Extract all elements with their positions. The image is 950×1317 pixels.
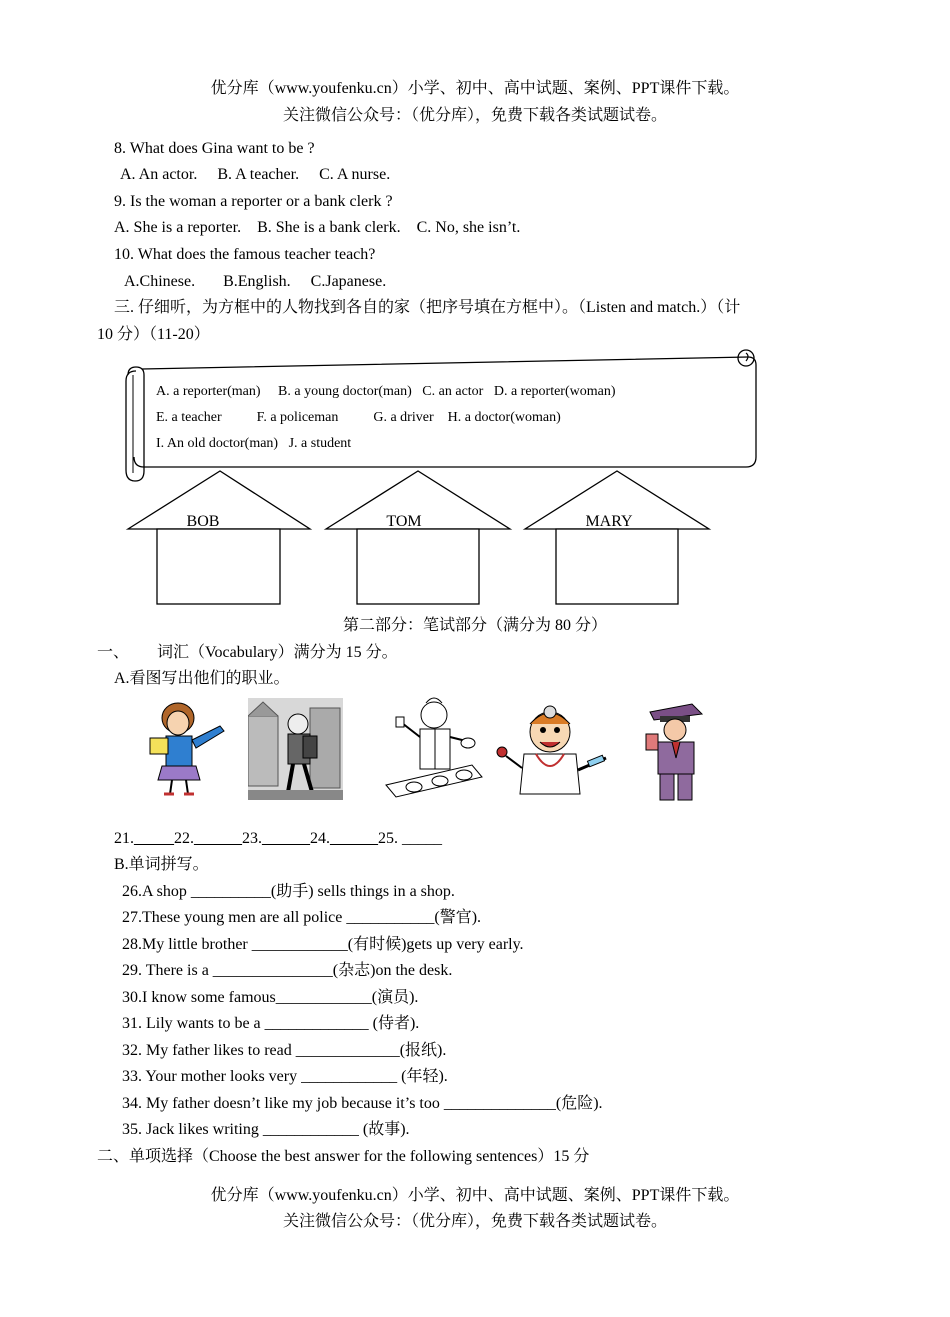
spelling-item-35: 35. Jack likes writing ____________ (故事). (122, 1121, 410, 1138)
question-10-options: A.Chinese. B.English. C.Japanese. (124, 273, 387, 290)
blank-21-label: 21. (114, 830, 134, 847)
section-3-title-cont: 10 分）（11-20） (97, 326, 210, 343)
spelling-item-33: 33. Your mother looks very ____________ (年轻). (122, 1068, 448, 1085)
spelling-item-27: 27.These young men are all police ___________(警官). (122, 909, 482, 926)
house-mary (525, 471, 709, 604)
header-line-2: 关注微信公众号：（优分库），免费下载各类试题试卷。 (282, 107, 667, 124)
spelling-item-26: 26.A shop __________(助手) sells things in a shop. (122, 883, 455, 900)
scroll-line-3: I. An old doctor(man) J. a student (156, 436, 352, 451)
spelling-item-29: 29. There is a _______________(杂志)on the desk. (122, 962, 453, 979)
blank-24-label: 24. (310, 830, 330, 847)
spelling-item-34: 34. My father doesn’t like my job because it’s too ______________(危险). (122, 1095, 603, 1112)
question-10: 10. What does the famous teacher teach? (114, 246, 376, 263)
spelling-item-28: 28.My little brother ____________(有时候)gets up very early. (122, 936, 524, 953)
picture-answer-blanks[interactable] (114, 829, 442, 849)
header-line-1: 优分库（www.youfenku.cn）小学、初中、高中试题、案例、PPT课件下载。 (210, 80, 740, 97)
spelling-item-30: 30.I know some famous____________(演员). (122, 989, 419, 1006)
blank-22[interactable]: ______ (194, 830, 242, 847)
house-label-mary: MARY (585, 513, 633, 530)
blank-22-label: 22. (174, 830, 194, 847)
question-9: 9. Is the woman a reporter or a bank clerk ? (114, 193, 393, 210)
policeman-image (640, 698, 712, 802)
part-2-title: 第二部分：笔试部分（满分为 80 分） (342, 617, 607, 634)
spelling-title: B.单词拼写。 (114, 856, 209, 873)
houses-drawing (120, 468, 720, 608)
footer-line-2: 关注微信公众号：（优分库），免费下载各类试题试卷。 (282, 1213, 667, 1230)
teacher-image (140, 698, 235, 800)
scroll-line-1: A. a reporter(man) B. a young doctor(man) C. an actor D. a reporter(woman) (156, 384, 616, 399)
vocab-a-title: A.看图写出他们的职业。 (114, 670, 290, 687)
footer-line-1: 优分库（www.youfenku.cn）小学、初中、高中试题、案例、PPT课件下载。 (210, 1187, 740, 1204)
multiple-choice-title: 二、单项选择（Choose the best answer for the following sentences）15 分 (97, 1148, 590, 1165)
section-3-title: 三. 仔细听，为方框中的人物找到各自的家（把序号填在方框中）。（Listen and match.）（计 (114, 299, 741, 316)
house-label-bob: BOB (186, 513, 220, 530)
house-label-tom: TOM (386, 513, 422, 530)
question-9-options: A. She is a reporter. B. She is a bank clerk. C. No, she isn’t. (114, 219, 521, 236)
spelling-item-31: 31. Lily wants to be a _____________ (侍者). (122, 1015, 420, 1032)
question-8-options: A. An actor. B. A teacher. C. A nurse. (120, 166, 391, 183)
blank-23[interactable]: ______ (262, 830, 310, 847)
house-bob (128, 471, 310, 604)
student-image (248, 698, 343, 800)
spelling-item-32: 32. My father likes to read _____________(报纸). (122, 1042, 447, 1059)
blank-21[interactable]: _____ (134, 830, 174, 847)
blank-23-label: 23. (242, 830, 262, 847)
blank-24[interactable]: ______ (330, 830, 378, 847)
vocab-title: 一、 词汇（Vocabulary）满分为 15 分。 (97, 644, 398, 661)
question-8: 8. What does Gina want to be ? (114, 140, 315, 157)
scroll-line-2: E. a teacher F. a policeman G. a driver H. a doctor(woman) (156, 410, 561, 425)
cook-image (384, 693, 484, 803)
house-tom (326, 471, 510, 604)
blank-25[interactable]: 25. _____ (378, 830, 442, 847)
doctor-image (492, 698, 612, 796)
